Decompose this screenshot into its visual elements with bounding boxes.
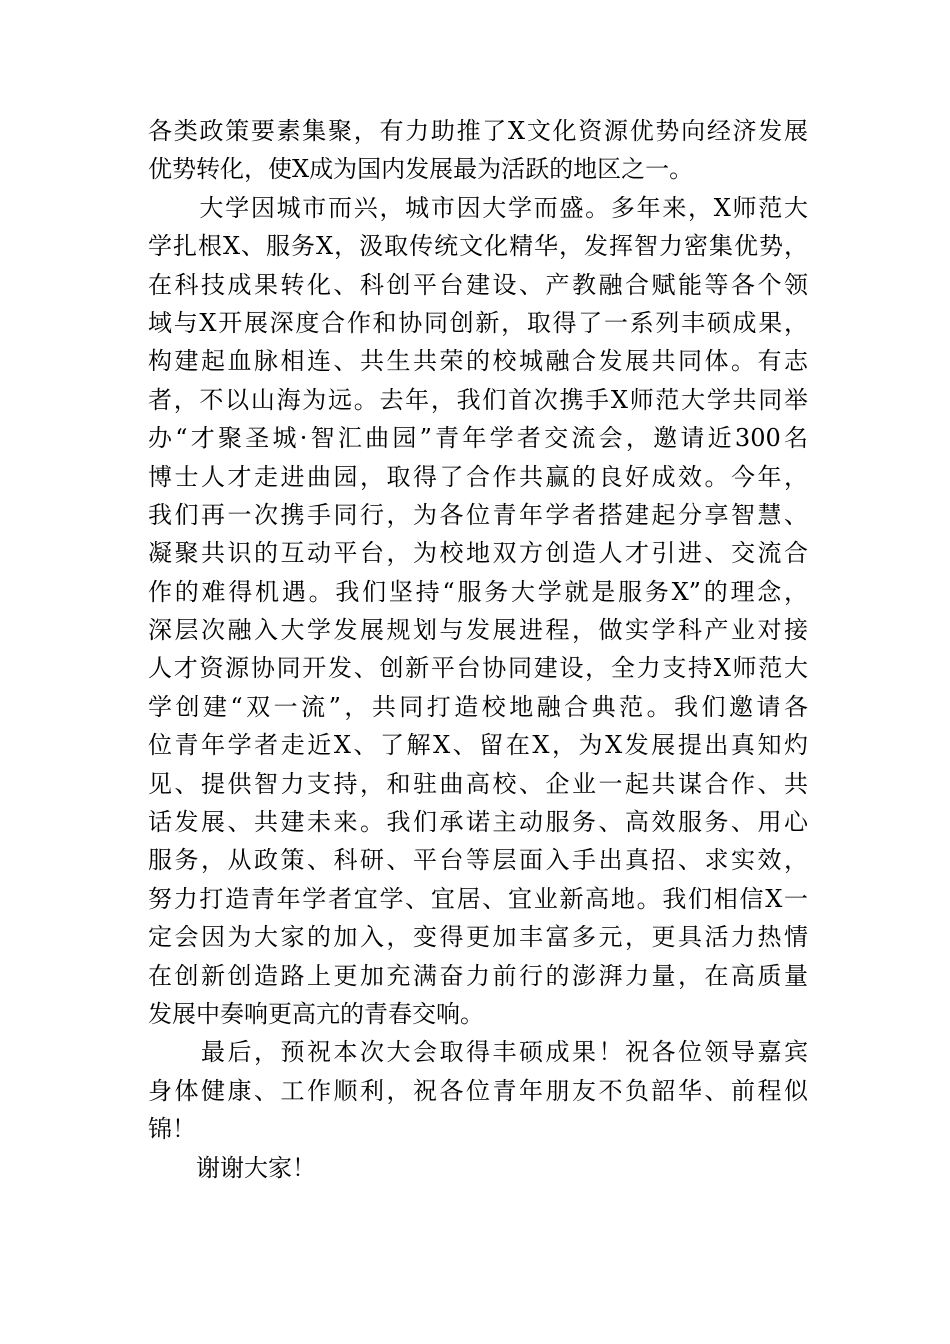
text-line: 在创新创造路上更加充满奋力前行的澎湃力量，在高质量 xyxy=(148,961,808,990)
text-line: 办“才聚圣城·智汇曲园”青年学者交流会，邀请近300名 xyxy=(148,424,808,453)
text-line: 各类政策要素集聚，有力助推了X文化资源优势向经济发展 xyxy=(148,117,808,145)
text-line: 见、提供智力支持，和驻曲高校、企业一起共谋合作、共 xyxy=(148,769,808,798)
text-line: 构建起血脉相连、共生共荣的校城融合发展共同体。有志 xyxy=(148,347,808,376)
text-line: 位青年学者走近X、了解X、留在X，为X发展提出真知灼 xyxy=(148,731,808,760)
text-line: 者，不以山海为远。去年，我们首次携手X师范大学共同举 xyxy=(148,385,808,414)
document-body xyxy=(148,112,808,1187)
text-line: 人才资源协同开发、创新平台协同建设，全力支持X师范大 xyxy=(148,654,808,683)
text-line: 发展中奏响更高亢的青春交响。 xyxy=(148,999,484,1028)
text-line: 努力打造青年学者宜学、宜居、宜业新高地。我们相信X一 xyxy=(148,884,808,913)
text-line: 定会因为大家的加入，变得更加丰富多元，更具活力热情 xyxy=(148,923,808,952)
text-line: 大学因城市而兴，城市因大学而盛。多年来，X师范大 xyxy=(148,193,808,222)
text-line: 凝聚共识的互动平台，为校地双方创造人才引进、交流合 xyxy=(148,539,808,568)
text-line: 优势转化，使X成为国内发展最为活跃的地区之一。 xyxy=(148,155,694,184)
text-line: 深层次融入大学发展规划与发展进程，做实学科产业对接 xyxy=(148,616,808,645)
text-line: 学创建“双一流”，共同打造校地融合典范。我们邀请各 xyxy=(148,692,808,721)
text-line: 身体健康、工作顺利，祝各位青年朋友不负韶华、前程似 xyxy=(148,1076,808,1105)
text-line: 我们再一次携手同行，为各位青年学者搭建起分享智慧、 xyxy=(148,500,808,529)
text-line: 在科技成果转化、科创平台建设、产教融合赋能等各个领 xyxy=(148,270,808,299)
text-line: 话发展、共建未来。我们承诺主动服务、高效服务、用心 xyxy=(148,808,808,837)
text-line: 学扎根X、服务X，汲取传统文化精华，发挥智力密集优势， xyxy=(148,232,808,261)
text-line: 域与X开展深度合作和协同创新，取得了一系列丰硕成果， xyxy=(148,308,808,337)
text-line: 作的难得机遇。我们坚持“服务大学就是服务X”的理念， xyxy=(148,577,808,606)
text-line: 最后，预祝本次大会取得丰硕成果！祝各位领导嘉宾 xyxy=(148,1038,808,1067)
text-line: 博士人才走进曲园，取得了合作共赢的良好成效。今年， xyxy=(148,462,808,491)
text-line: 服务，从政策、科研、平台等层面入手出真招、求实效， xyxy=(148,846,808,875)
text-line: 谢谢大家！ xyxy=(148,1153,316,1182)
text-line: 锦！ xyxy=(148,1115,196,1144)
